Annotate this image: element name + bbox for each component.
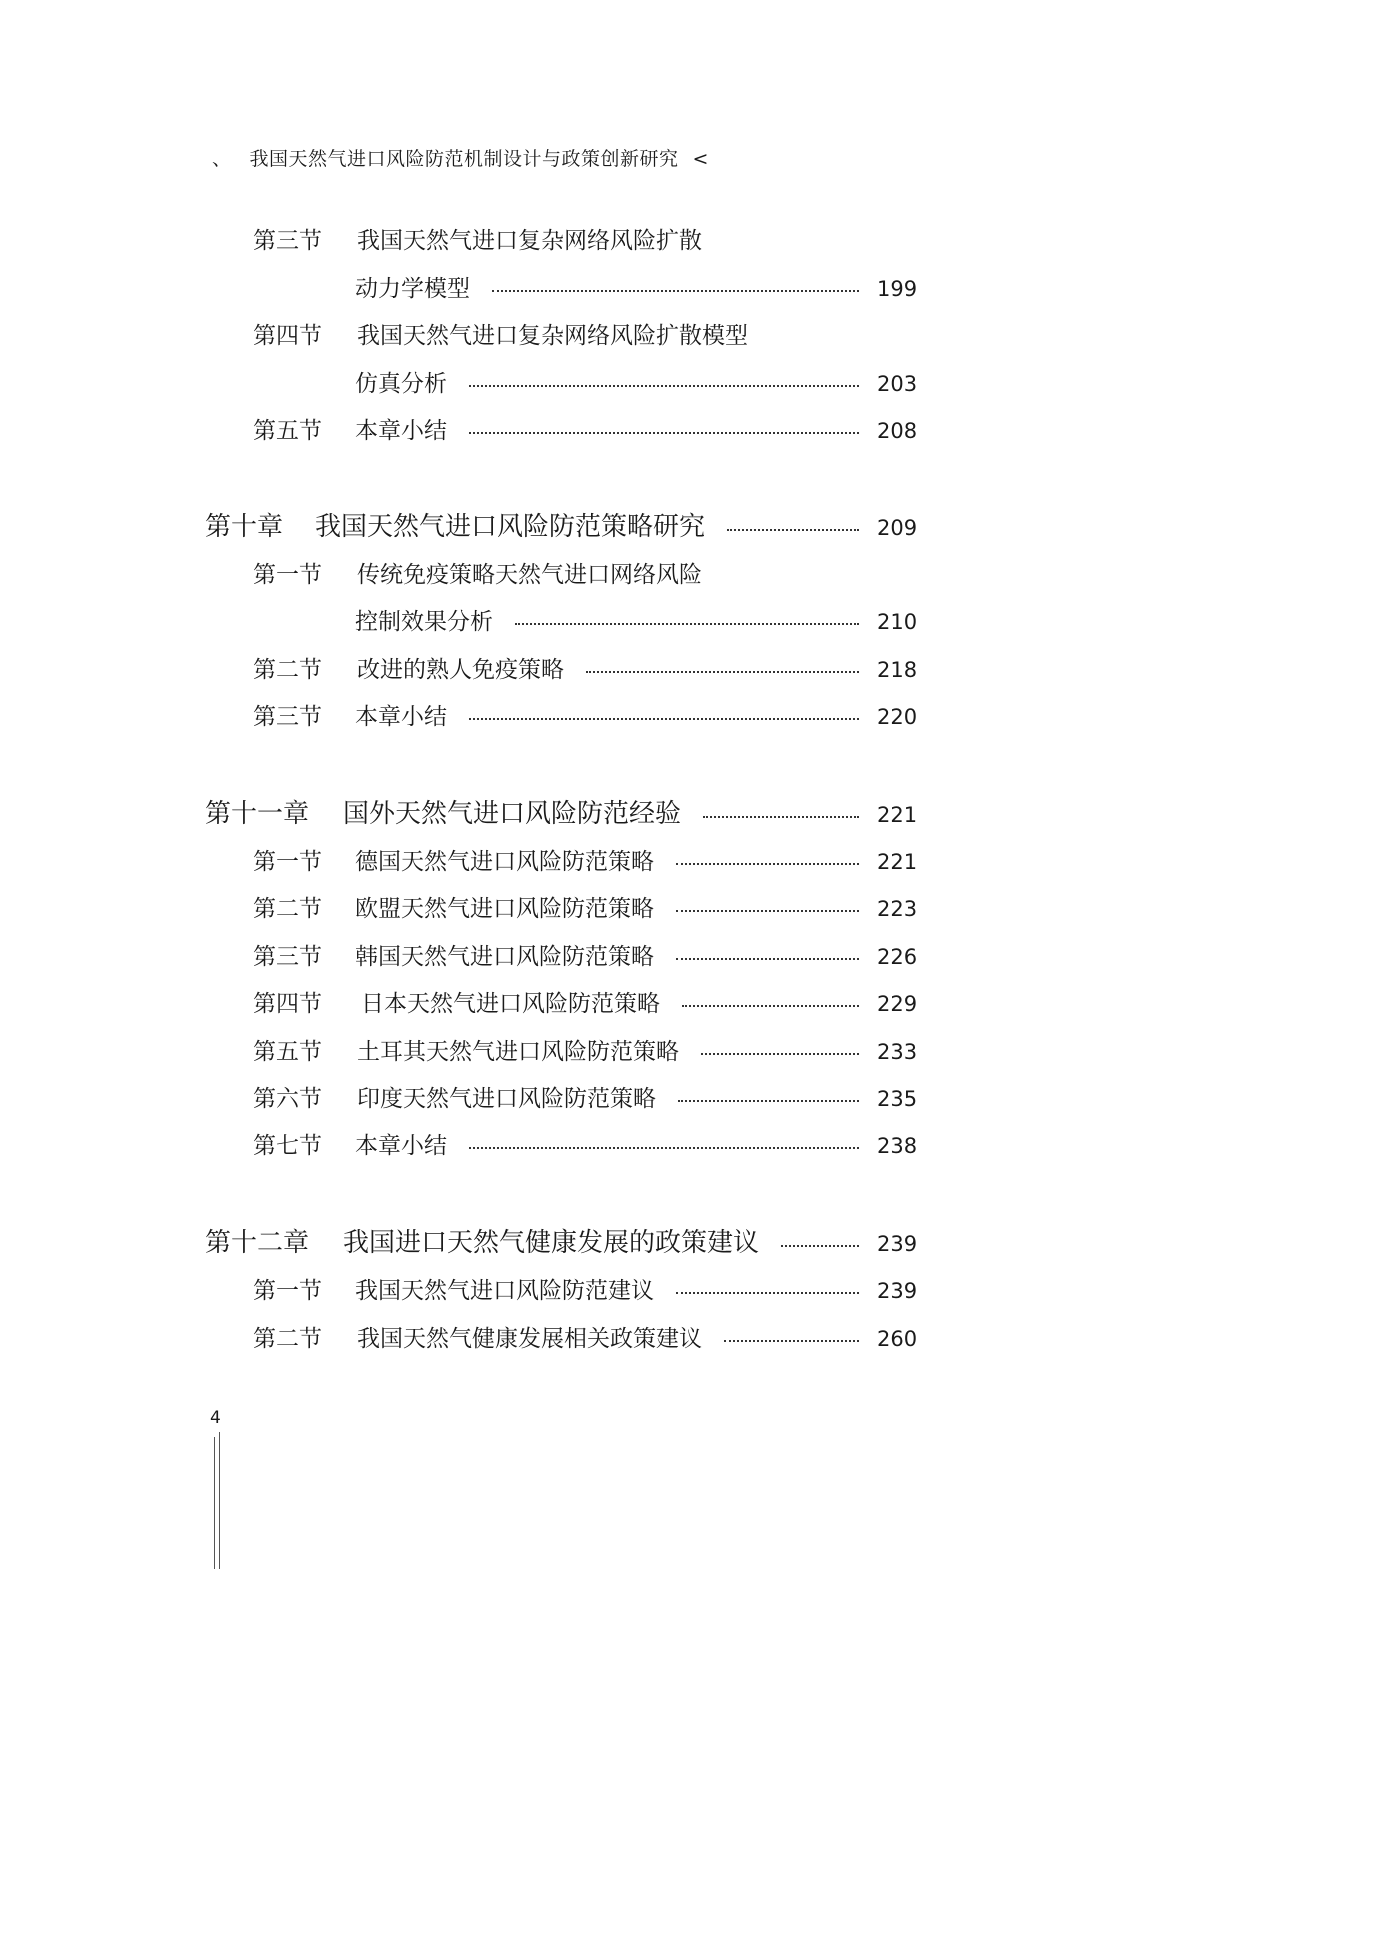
header-title: 我国天然气进口风险防范机制设计与政策创新研究 bbox=[249, 148, 679, 170]
toc-chapter-title: 国外天然气进口风险防范经验 bbox=[343, 799, 682, 829]
toc-entry-continuation[interactable] bbox=[355, 603, 918, 637]
toc-section-label: 第二节 bbox=[253, 1326, 322, 1352]
toc-page-number: 210 bbox=[877, 610, 918, 634]
toc-section-title: 我国天然气进口风险防范建议 bbox=[355, 1278, 654, 1304]
toc-section-label: 第一节 bbox=[253, 849, 322, 875]
dot-leader bbox=[469, 385, 859, 387]
toc-entry-section[interactable] bbox=[253, 1080, 918, 1114]
toc-entry-section[interactable] bbox=[253, 843, 918, 877]
toc-section-label: 第三节 bbox=[253, 944, 322, 970]
toc-entry-section[interactable] bbox=[253, 556, 915, 590]
toc-page-number: 223 bbox=[877, 897, 918, 921]
toc-page-number: 199 bbox=[877, 277, 918, 301]
dot-leader bbox=[492, 290, 859, 292]
toc-page-number: 260 bbox=[877, 1327, 918, 1351]
toc-page-number: 233 bbox=[877, 1040, 918, 1064]
toc-entry-continuation[interactable] bbox=[355, 365, 918, 399]
dot-leader bbox=[781, 1245, 859, 1247]
dot-leader bbox=[701, 1053, 859, 1055]
toc-section-title: 土耳其天然气进口风险防范策略 bbox=[357, 1039, 679, 1065]
toc-section-label: 第二节 bbox=[253, 896, 322, 922]
toc-page-number: 226 bbox=[877, 945, 918, 969]
toc-entry-section[interactable] bbox=[253, 1272, 918, 1306]
toc-page-number: 221 bbox=[877, 850, 918, 874]
toc-entry-section[interactable] bbox=[253, 985, 918, 1019]
dot-leader bbox=[586, 671, 859, 673]
dot-leader bbox=[678, 1100, 859, 1102]
toc-entry-section[interactable] bbox=[253, 1127, 918, 1161]
toc-page-number: 238 bbox=[877, 1134, 918, 1158]
toc-section-label: 第三节 bbox=[253, 704, 322, 730]
toc-section-label: 第一节 bbox=[253, 562, 322, 588]
dot-leader bbox=[703, 816, 859, 818]
toc-page-number: 229 bbox=[877, 992, 918, 1016]
dot-leader bbox=[676, 910, 859, 912]
toc-section-label: 第五节 bbox=[253, 418, 322, 444]
toc-section-title: 我国天然气进口复杂网络风险扩散 bbox=[357, 228, 702, 254]
toc-title-continuation: 动力学模型 bbox=[355, 276, 470, 302]
toc-page-number: 235 bbox=[877, 1087, 918, 1111]
toc-chapter-title: 我国进口天然气健康发展的政策建议 bbox=[343, 1228, 760, 1258]
toc-section-title: 传统免疫策略天然气进口网络风险 bbox=[357, 562, 702, 588]
toc-chapter-label: 第十章 bbox=[205, 512, 284, 542]
toc-title-continuation: 控制效果分析 bbox=[355, 609, 493, 635]
toc-entry-section[interactable] bbox=[253, 890, 918, 924]
margin-rule bbox=[214, 1437, 215, 1569]
header-mark-right: < bbox=[692, 148, 709, 170]
toc-section-title: 韩国天然气进口风险防范策略 bbox=[355, 944, 654, 970]
dot-leader bbox=[676, 958, 859, 960]
toc-section-title: 德国天然气进口风险防范策略 bbox=[355, 849, 654, 875]
toc-section-label: 第四节 bbox=[253, 323, 322, 349]
page-number: 4 bbox=[210, 1408, 221, 1428]
toc-section-title: 欧盟天然气进口风险防范策略 bbox=[355, 896, 654, 922]
toc-section-title: 印度天然气进口风险防范策略 bbox=[357, 1086, 656, 1112]
dot-leader bbox=[469, 1147, 859, 1149]
running-header bbox=[212, 144, 709, 171]
toc-section-label: 第二节 bbox=[253, 657, 322, 683]
toc-section-label: 第七节 bbox=[253, 1133, 322, 1159]
toc-page-number: 208 bbox=[877, 419, 918, 443]
toc-entry-section[interactable] bbox=[253, 938, 918, 972]
toc-section-title: 本章小结 bbox=[355, 1133, 447, 1159]
toc-entry-chapter[interactable] bbox=[205, 1222, 918, 1260]
toc-section-title: 日本天然气进口风险防范策略 bbox=[361, 991, 660, 1017]
toc-page-number: 203 bbox=[877, 372, 918, 396]
toc-page-number: 220 bbox=[877, 705, 918, 729]
dot-leader bbox=[724, 1340, 859, 1342]
toc-page-number: 218 bbox=[877, 658, 918, 682]
toc-page-number: 239 bbox=[877, 1232, 918, 1256]
toc-section-label: 第三节 bbox=[253, 228, 322, 254]
toc-entry-section[interactable] bbox=[253, 698, 918, 732]
toc-section-title: 本章小结 bbox=[355, 418, 447, 444]
dot-leader bbox=[469, 718, 859, 720]
dot-leader bbox=[727, 529, 859, 531]
toc-chapter-label: 第十二章 bbox=[205, 1228, 310, 1258]
dot-leader bbox=[676, 1292, 859, 1294]
toc-section-label: 第四节 bbox=[253, 991, 322, 1017]
toc-section-title: 我国天然气健康发展相关政策建议 bbox=[357, 1326, 702, 1352]
toc-chapter-title: 我国天然气进口风险防范策略研究 bbox=[315, 512, 706, 542]
toc-entry-section[interactable] bbox=[253, 1033, 918, 1067]
dot-leader bbox=[515, 623, 859, 625]
toc-entry-section[interactable] bbox=[253, 1320, 918, 1354]
toc-entry-chapter[interactable] bbox=[205, 793, 918, 831]
toc-page-number: 221 bbox=[877, 803, 918, 827]
toc-section-label: 第一节 bbox=[253, 1278, 322, 1304]
toc-section-title: 我国天然气进口复杂网络风险扩散模型 bbox=[357, 323, 748, 349]
toc-entry-section[interactable] bbox=[253, 412, 918, 446]
toc-title-continuation: 仿真分析 bbox=[355, 371, 447, 397]
toc-chapter-label: 第十一章 bbox=[205, 799, 310, 829]
toc-entry-section[interactable] bbox=[253, 651, 918, 685]
toc-entry-section[interactable] bbox=[253, 222, 915, 256]
header-mark-left: 、 bbox=[212, 148, 232, 170]
toc-section-label: 第五节 bbox=[253, 1039, 322, 1065]
toc-entry-continuation[interactable] bbox=[355, 270, 918, 304]
margin-rule bbox=[219, 1432, 220, 1569]
dot-leader bbox=[682, 1005, 859, 1007]
toc-section-title: 本章小结 bbox=[355, 704, 447, 730]
dot-leader bbox=[676, 863, 859, 865]
toc-page-number: 209 bbox=[877, 516, 918, 540]
dot-leader bbox=[469, 432, 859, 434]
toc-page-number: 239 bbox=[877, 1279, 918, 1303]
toc-section-label: 第六节 bbox=[253, 1086, 322, 1112]
toc-entry-chapter[interactable] bbox=[205, 506, 918, 544]
toc-section-title: 改进的熟人免疫策略 bbox=[357, 657, 564, 683]
toc-entry-section[interactable] bbox=[253, 317, 915, 351]
